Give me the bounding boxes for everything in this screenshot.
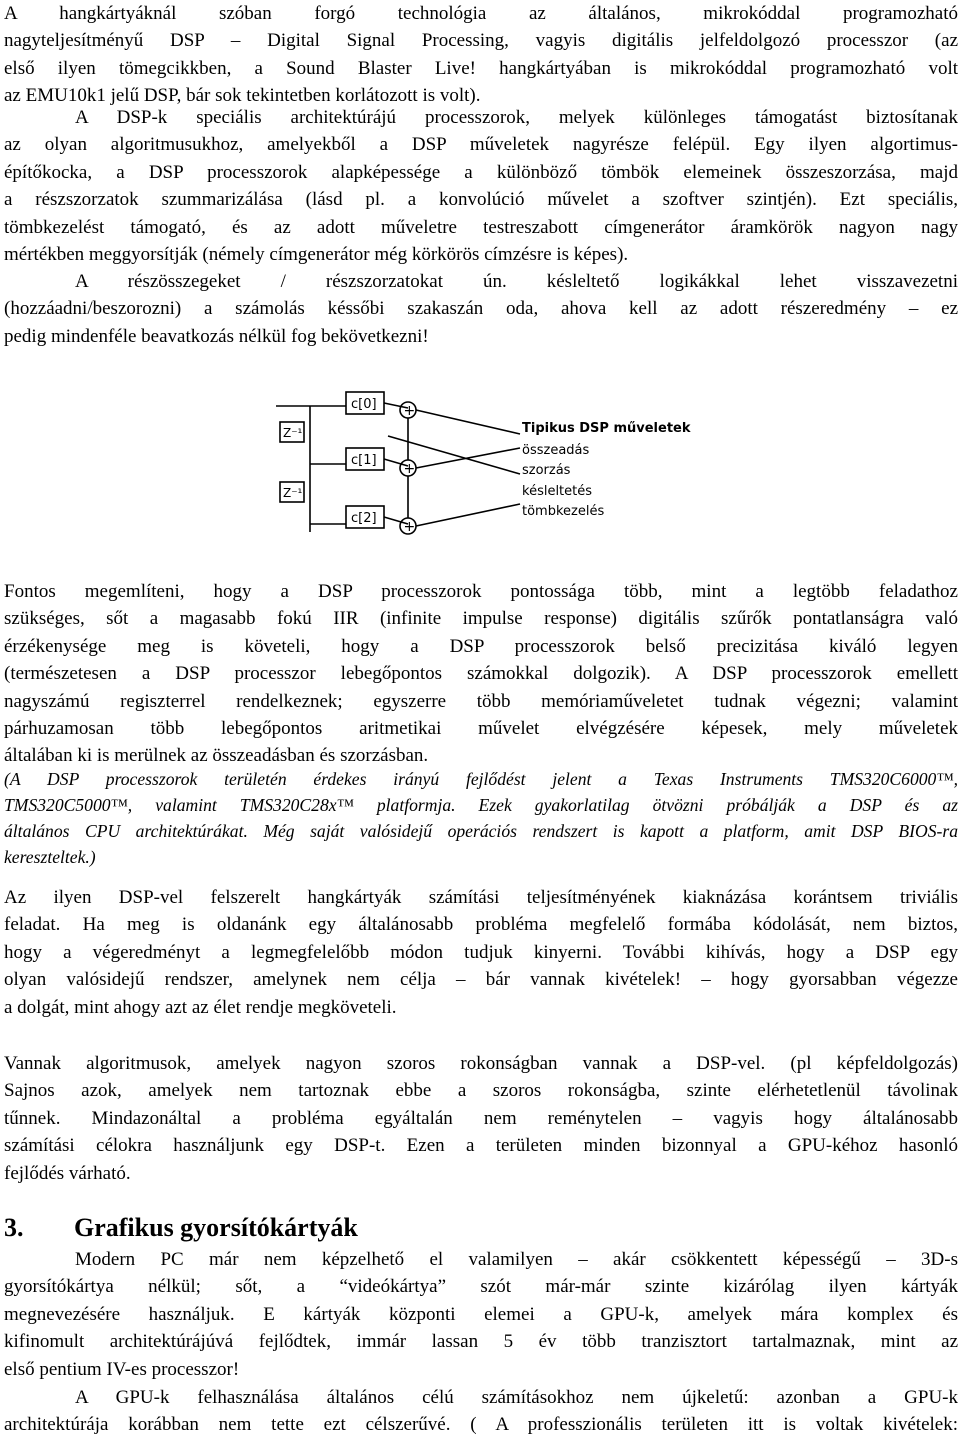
operation-label: késleltetés xyxy=(522,484,593,499)
text-line: architektúrája korábban nem tette ezt célszerűvé. ( A professzionális területen itt is voltak kivételek: xyxy=(4,1414,958,1436)
text-line: (természetesen a DSP processzor lebegőpontos számokkal dolgozik). A DSP processzorok emellett xyxy=(4,663,958,685)
text-line: A GPU-k felhasználása általános célú számításokhoz nem újkeletű: azonban a GPU-k xyxy=(75,1387,958,1408)
dsp-operations-diagram xyxy=(276,384,696,536)
adder-plus-icon: + xyxy=(403,461,416,477)
text-line: általában ki is merülnek az összeadásban és szorzásban. xyxy=(4,745,429,767)
text-line: (hozzáadni/beszorozni) a számolás késsőbi szakaszán oda, ahova kell az adott részeredmény – ez xyxy=(4,298,958,320)
text-line: hogy a végeredményt a legmegfelelőbb módon tudjuk kinyerni. További kihívás, hogy a DSP egy xyxy=(4,941,958,963)
text-line: kifinomult architektúrájúvá fejlődtek, immár lassan 5 év több tranzisztort tartalmaznak, mint az xyxy=(4,1331,958,1353)
text-line: mértékben meggyorsítják (némely címgenerátor még körkörös címzésre is képes). xyxy=(4,243,629,265)
delay-label: Z⁻¹ xyxy=(283,486,303,500)
adder-plus-icon: + xyxy=(403,403,416,419)
text-line: tűnnek. Mindazonáltal a probléma egyáltalán nem reménytelen – vagyis hogy általánosabb xyxy=(4,1107,958,1129)
text-line: (A DSP processzorok területén érdekes irányú fejlődést jelent a Texas Instruments TMS320C6000™, xyxy=(4,769,958,789)
paragraph-dsp-architecture xyxy=(4,104,958,268)
text-line: első pentium IV-es processzor! xyxy=(4,1358,240,1380)
coefficient-label: c[2] xyxy=(351,511,377,526)
operation-label: összeadás xyxy=(522,443,590,458)
text-line: nagyteljesítményű DSP – Digital Signal Processing, vagyis digitális jelfeldolgozó processzor (az xyxy=(4,30,958,52)
operation-label: tömbkezelés xyxy=(522,504,605,519)
text-line: TMS320C5000™, valamint TMS320C28x™ platformja. Ezek gyakorlatilag ötvözni próbálják a DSP és az xyxy=(4,795,958,815)
text-line: Vannak algoritmusok, amelyek nagyon szoros rokonságban vannak a DSP-vel. (pl képfeldolgozás) xyxy=(4,1053,958,1074)
paragraph-intro xyxy=(4,0,958,110)
text-line: Modern PC már nem képzelhető el valamilyen – akár csökkentett képességű – 3D-s xyxy=(75,1249,958,1270)
text-line: Az ilyen DSP-vel felszerelt hangkártyák számítási teljesítményének kiaknázása korántsem triviális xyxy=(4,887,958,908)
coefficient-label: c[0] xyxy=(351,397,377,412)
text-line: olyan valósidejű rendszer, amelynek nem célja – bár vannak kivételek! – hogy gyorsabban végezze xyxy=(4,969,958,991)
text-line: számítási célokra használjunk egy DSP-t. Ezen a területen minden bizonnyal a GPU-kéhoz hasonló xyxy=(4,1135,958,1157)
adder-plus-icon: + xyxy=(403,519,416,535)
paragraph-gpu-usage xyxy=(4,1384,958,1439)
text-line: fejlődés várható. xyxy=(4,1162,131,1184)
coefficient-label: c[1] xyxy=(351,453,377,468)
text-line: Sajnos azok, amelyek nem tartoznak ebbe a szoros rokonságba, szinte elérhetetlenül távolinak xyxy=(4,1080,958,1102)
note-ti-platforms xyxy=(4,766,958,870)
section-title: Grafikus gyorsítókártyák xyxy=(74,1213,358,1242)
text-line: A részösszegeket / részszorzatokat ún. késleltető logikákkal lehet visszavezetni xyxy=(75,271,958,292)
operation-label: szorzás xyxy=(522,463,571,478)
text-line: érzékenysége meg is követeli, hogy a DSP processzorok belső precizitása kiváló legyen xyxy=(4,635,958,657)
text-line: megnevezésére használjuk. E kártyák központi elemei a GPU-k, amelyek mára komplex és xyxy=(4,1303,958,1325)
text-line: a dolgát, mint ahogy azt az élet rendje megköveteli. xyxy=(4,996,397,1018)
text-line: feladat. Ha meg is oldanánk egy általánosabb probléma megfelelő formába kódolását, nem biztos, xyxy=(4,914,958,936)
diagram-title: Tipikus DSP műveletek xyxy=(522,421,691,436)
section-heading xyxy=(4,1210,358,1246)
text-line: Fontos megemlíteni, hogy a DSP processzorok pontossága több, mint a legtöbb feladathoz xyxy=(4,581,958,602)
text-line: kereszteltek.) xyxy=(4,847,96,867)
text-line: tömbkezelést támogató, és az adott műveletre testreszabott címgenerátor áramkörök nagyon nagy xyxy=(4,216,958,238)
text-line: nagyszámú regiszterrel rendelkeznek; egyszerre több memóriaműveletet tudnak végezni; valamint xyxy=(4,690,958,712)
paragraph-algorithms xyxy=(4,1050,958,1187)
paragraph-delay-logic xyxy=(4,268,958,350)
text-line: A DSP-k speciális architektúrájú processzorok, melyek különleges támogatást biztosítanak xyxy=(75,107,958,128)
text-line: első ilyen tömegcikkben, a Sound Blaster Live! hangkártyában is mikrokóddal programozható volt xyxy=(4,57,958,79)
text-line: az EMU10k1 jelű DSP, bár sok tekintetben korlátozott is volt). xyxy=(4,85,481,107)
text-line: a részszorzatok szummarizálása (lásd pl. a konvolúció művelet a szoftver szintjén). Ezt speciális, xyxy=(4,189,958,211)
paragraph-gpu-intro xyxy=(4,1246,958,1383)
text-line: pedig mindenféle beavatkozás nélkül fog bekövetkezni! xyxy=(4,325,429,347)
text-line: A hangkártyáknál szóban forgó technológia az általános, mikrokóddal programozható xyxy=(4,3,958,24)
text-line: gyorsítókártya nélkül; sőt, a “videókártya” szót már-már szinte kizárólag ilyen kártyák xyxy=(4,1276,958,1298)
text-line: szükséges, sőt a magasabb fokú IIR (infinite impulse response) digitális szűrők pontatlanságra való xyxy=(4,608,958,630)
text-line: az olyan algoritmusukhoz, amelyekből a DSP műveletek nagyrésze felépül. Egy ilyen algortimus- xyxy=(4,134,958,156)
text-line: építőkocka, a DSP processzorok alapképessége a különböző tömbök elemeinek összeszorzása, majd xyxy=(4,161,958,183)
paragraph-utilization xyxy=(4,884,958,1021)
text-line: párhuzamosan több lebegőpontos aritmetikai művelet elvégzésére képesek, mely műveletek xyxy=(4,717,958,739)
delay-label: Z⁻¹ xyxy=(283,426,303,440)
paragraph-precision xyxy=(4,578,958,770)
section-number: 3. xyxy=(4,1213,24,1242)
text-line: általános CPU architektúrákat. Még saját valósidejű operációs rendszert is kapott a platform, amit DSP BIOS-ra xyxy=(4,821,958,841)
